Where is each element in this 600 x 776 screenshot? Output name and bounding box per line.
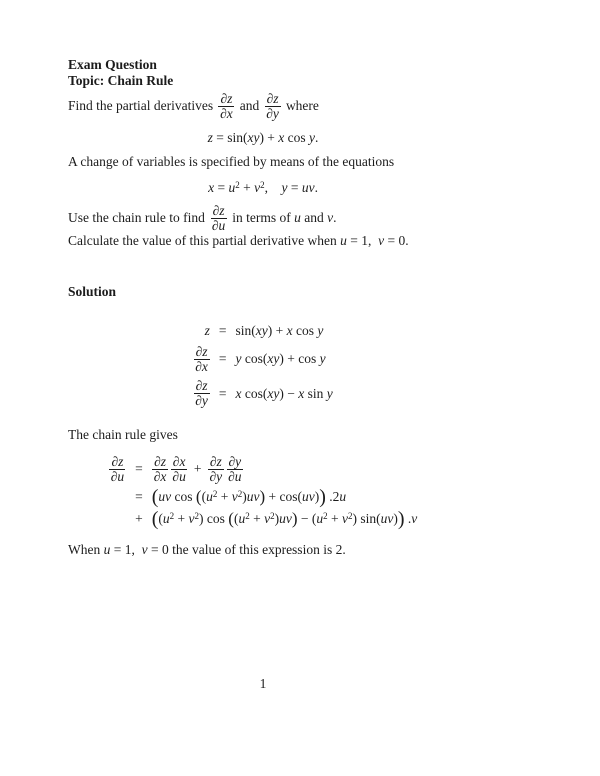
fraction-numerator: ∂z [195, 343, 208, 359]
display-equation-x-y: $x = u^2 + v^2$, y = uv. [208, 180, 318, 196]
chain-rule-intro-text: The chain rule gives [68, 426, 178, 442]
exam-heading [68, 57, 458, 89]
chain-lhs-fraction-dz-du [109, 455, 126, 484]
problem-intro-line [68, 92, 458, 121]
sol-row1-equals: = [218, 323, 227, 339]
chain-row3-rhs: ($(u^2 + v^2)$ $\cos ((u^2 + v^2)uv) - (u^2 + v^2)$ sin(uv)) .v [151, 507, 418, 530]
display-equation-z: z = sin(xy) + x cos y. [207, 130, 319, 146]
chain-row1-equals: = [135, 460, 143, 476]
fraction-dy-du [226, 455, 243, 484]
use-pre-text: Use the chain rule to find [68, 210, 205, 226]
fraction-numerator: ∂x [172, 453, 186, 469]
fraction-denominator: ∂y [266, 106, 279, 122]
fraction-numerator: ∂z [266, 91, 279, 106]
heading-line-exam-question: Exam Question [68, 57, 157, 72]
fraction-dz-du [210, 204, 227, 233]
sol-row2-equals: = [218, 351, 227, 367]
fraction-numerator: ∂z [154, 453, 167, 469]
fraction-denominator: ∂y [195, 393, 208, 409]
fraction-numerator: ∂z [111, 453, 124, 469]
sol-row1-lhs: z [204, 323, 210, 339]
fraction-denominator: ∂u [228, 468, 242, 484]
fraction-denominator: ∂u [211, 218, 226, 234]
intro-and-text: and [239, 98, 260, 114]
chain-row2-equals: = [135, 488, 143, 504]
sol-row2-rhs: y cos(xy) + cos y [235, 351, 326, 367]
plus-sign: + [193, 460, 202, 476]
sol-row2-lhs-fraction [193, 345, 210, 374]
intro-where-text: where [285, 98, 319, 114]
intro-pre-text: Find the partial derivatives [68, 98, 214, 114]
heading-line-topic: Topic: Chain Rule [68, 73, 174, 88]
fraction-numerator: ∂z [220, 91, 233, 106]
sol-row1-rhs: sin(xy) + x cos y [235, 323, 324, 339]
fraction-dx-du [170, 455, 187, 484]
solution-heading: Solution [68, 284, 117, 300]
fraction-denominator: ∂x [220, 106, 233, 122]
fraction-denominator: ∂x [195, 359, 208, 375]
sol-row3-lhs-fraction [193, 379, 210, 408]
fraction-dz-dy [264, 92, 281, 121]
conclusion-line: When u = 1, v = 0 the value of this expression is 2. [68, 541, 346, 557]
chain-rule-equations [68, 455, 458, 528]
chain-row1-rhs [152, 455, 244, 484]
fraction-denominator: ∂u [110, 468, 125, 484]
use-chain-rule-line [68, 204, 458, 233]
fraction-denominator: ∂u [172, 468, 186, 484]
chain-row3-plus: + [135, 510, 143, 526]
fraction-dz-dx [218, 92, 235, 121]
fraction-denominator: ∂x [153, 468, 167, 484]
fraction-numerator: ∂z [209, 453, 222, 469]
page-number: 1 [259, 676, 267, 692]
sol-row3-rhs: x cos(xy) − x sin y [235, 385, 333, 401]
fraction-dz-dy [207, 455, 224, 484]
calculate-line: Calculate the value of this partial derivative when u = 1, v = 0. [68, 233, 409, 249]
fraction-numerator: ∂z [195, 378, 208, 394]
chain-row2-rhs: (uv $\cos ((u^2 + v^2)uv) + \cos(uv)$) .2u [151, 485, 347, 508]
fraction-dz-dx [152, 455, 169, 484]
change-of-variables-text: A change of variables is specified by means of the equations [68, 154, 395, 170]
solution-equations [68, 323, 458, 409]
use-post-text: in terms of u and v. [232, 210, 337, 226]
fraction-numerator: ∂y [228, 453, 242, 469]
fraction-denominator: ∂y [209, 468, 223, 484]
sol-row3-equals: = [218, 385, 227, 401]
fraction-numerator: ∂z [212, 202, 225, 218]
